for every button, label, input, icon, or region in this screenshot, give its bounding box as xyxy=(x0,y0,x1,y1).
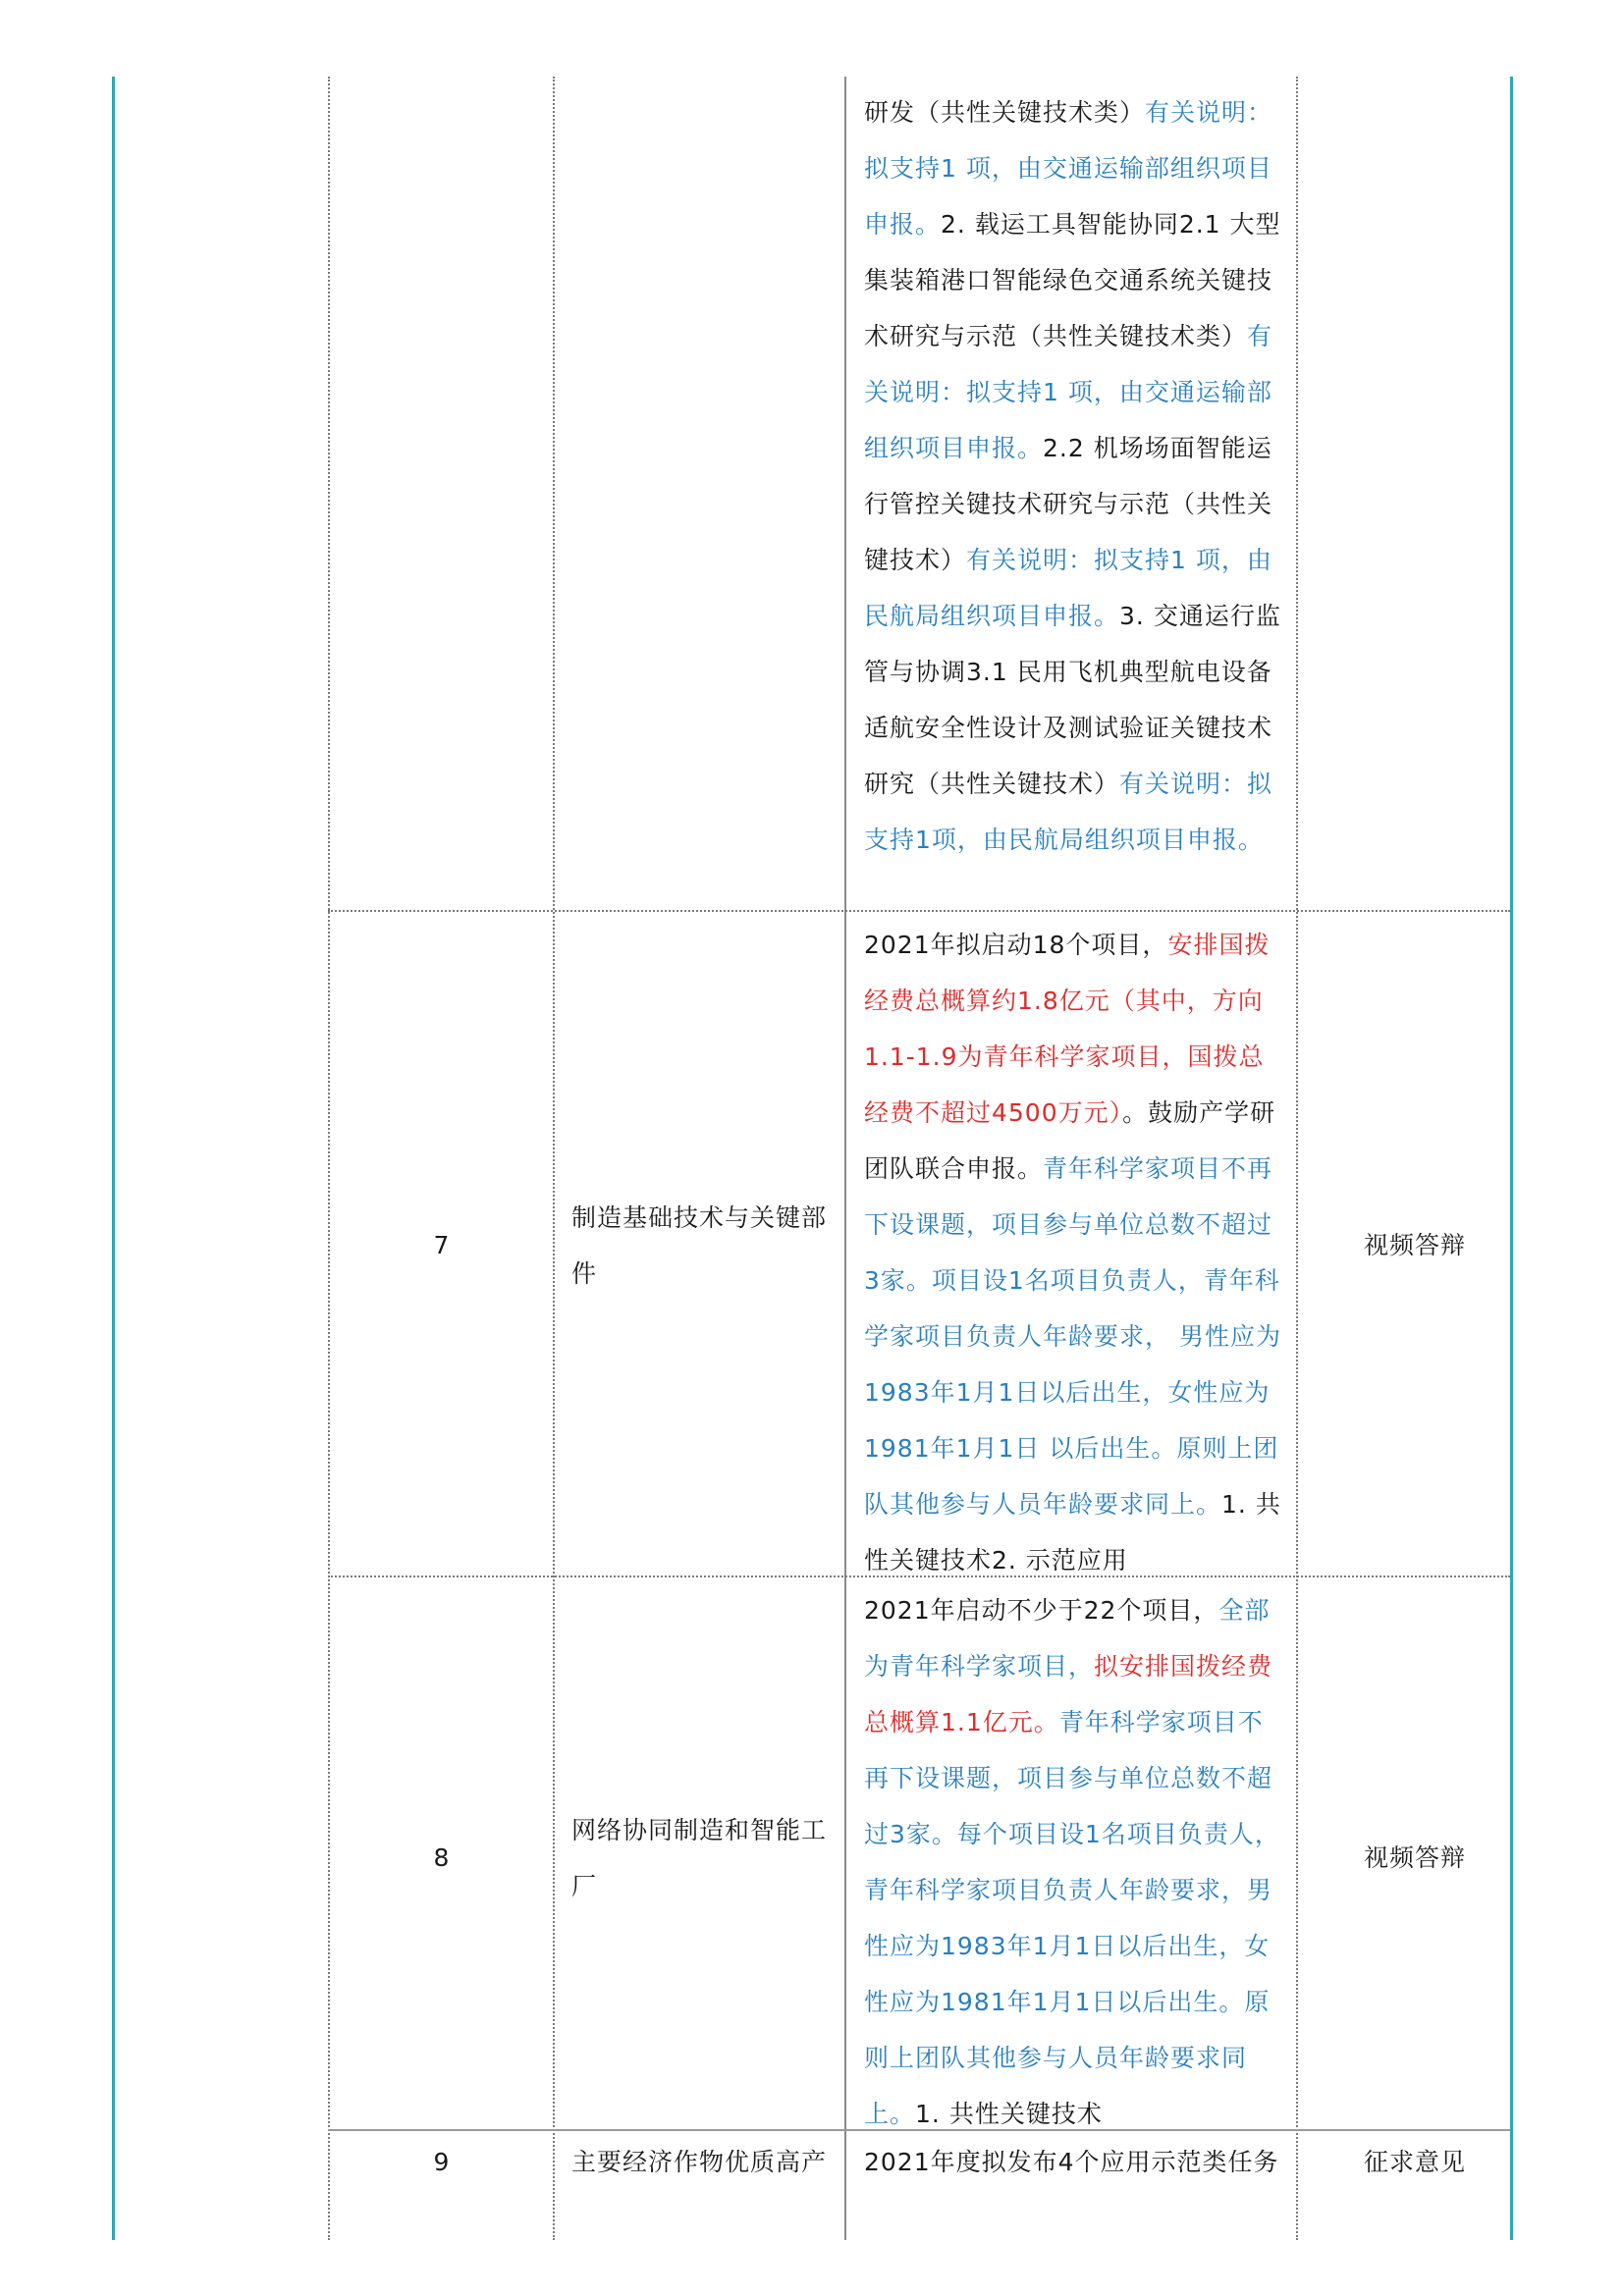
desc-seg: 1. 共性关键技术2. 示范应用 xyxy=(864,1490,1281,1575)
desc-seg: 2021年度拟发布4个应用示范类任务 xyxy=(864,2148,1279,2176)
row-name: 主要经济作物优质高产 xyxy=(571,2148,828,2176)
desc-seg: 2. 载运工具智能协同2.1 大型集装箱港口智能绿色交通系统关键技术研究与示范（共性关键技术类） xyxy=(864,210,1281,350)
desc-seg: 。鼓励产学研团队联合申报。 xyxy=(864,1098,1276,1183)
row-number: 7 xyxy=(433,1231,451,1259)
desc-seg: 有关说明：拟支持1 项，由交通运输部组织项目申报。 xyxy=(864,98,1273,239)
right-border-line xyxy=(1510,77,1513,2240)
row-name: 制造基础技术与关键部件 xyxy=(571,1203,828,1288)
column-divider-1 xyxy=(328,77,330,2240)
row-continued-description xyxy=(864,84,1286,868)
desc-seg: 研发（共性关键技术类） xyxy=(864,98,1146,127)
row-number: 8 xyxy=(433,1843,451,1872)
row-name: 网络协同制造和智能工厂 xyxy=(571,1816,828,1900)
row-description xyxy=(864,917,1286,1588)
row-mode: 视频答辩 xyxy=(1363,1231,1466,1259)
row-mode: 视频答辩 xyxy=(1363,1843,1466,1872)
desc-seg: 2021年拟启动18个项目， xyxy=(864,931,1168,959)
desc-seg: 青年科学家项目不再下设课题，项目参与单位总数不超过3家。每个项目设1名项目负责人，青年科学家项目负责人年龄要求，男性应为1983年1月1日以后出生，女性应为1981年1月1日以后出生。原则上团队其他参与人员年龄要求同上。 xyxy=(864,1708,1280,2128)
desc-seg: 有关说明：拟支持1项，由民航局组织项目申报。 xyxy=(864,770,1273,854)
column-divider-3 xyxy=(844,77,846,2240)
desc-seg: 安排国拨经费总概算约1.8亿元（其中，方向1.1-1.9为青年科学家项目，国拨总经费不超过4500万元） xyxy=(864,931,1271,1127)
column-divider-2 xyxy=(553,77,555,2240)
desc-seg: 3. 交通运行监管与协调3.1 民用飞机典型航电设备适航安全性设计及测试验证关键技术研究（共性关键技术） xyxy=(864,602,1281,798)
row-divider-7 xyxy=(328,910,1510,912)
row-mode: 征求意见 xyxy=(1363,2148,1466,2176)
row-description xyxy=(864,1582,1286,2142)
desc-seg: 青年科学家项目不再下设课题，项目参与单位总数不超过3家。项目设1名项目负责人，青年科学家项目负责人年龄要求， 男性应为1983年1月1日以后出生，女性应为1981年1月1日 以后出生。原则上团队其他参与人员年龄要求同上。 xyxy=(864,1154,1281,1519)
left-border-line xyxy=(112,77,115,2240)
row-number: 9 xyxy=(433,2148,451,2176)
desc-seg: 有关说明：拟支持1 项，由交通运输部组织项目申报。 xyxy=(864,322,1273,462)
desc-seg: 全部为青年科学家项目， xyxy=(864,1596,1271,1681)
desc-seg: 有关说明：拟支持1 项，由民航局组织项目申报。 xyxy=(864,546,1272,630)
desc-seg: 2.2 机场场面智能运行管控关键技术研究与示范（共性关键技术） xyxy=(864,434,1273,574)
row-description xyxy=(864,2134,1286,2190)
desc-seg: 2021年启动不少于22个项目， xyxy=(864,1596,1219,1625)
column-divider-4 xyxy=(1296,77,1298,2240)
desc-seg: 1. 共性关键技术 xyxy=(915,2100,1103,2128)
desc-seg: 拟安排国拨经费总概算1.1亿元。 xyxy=(864,1652,1273,1736)
